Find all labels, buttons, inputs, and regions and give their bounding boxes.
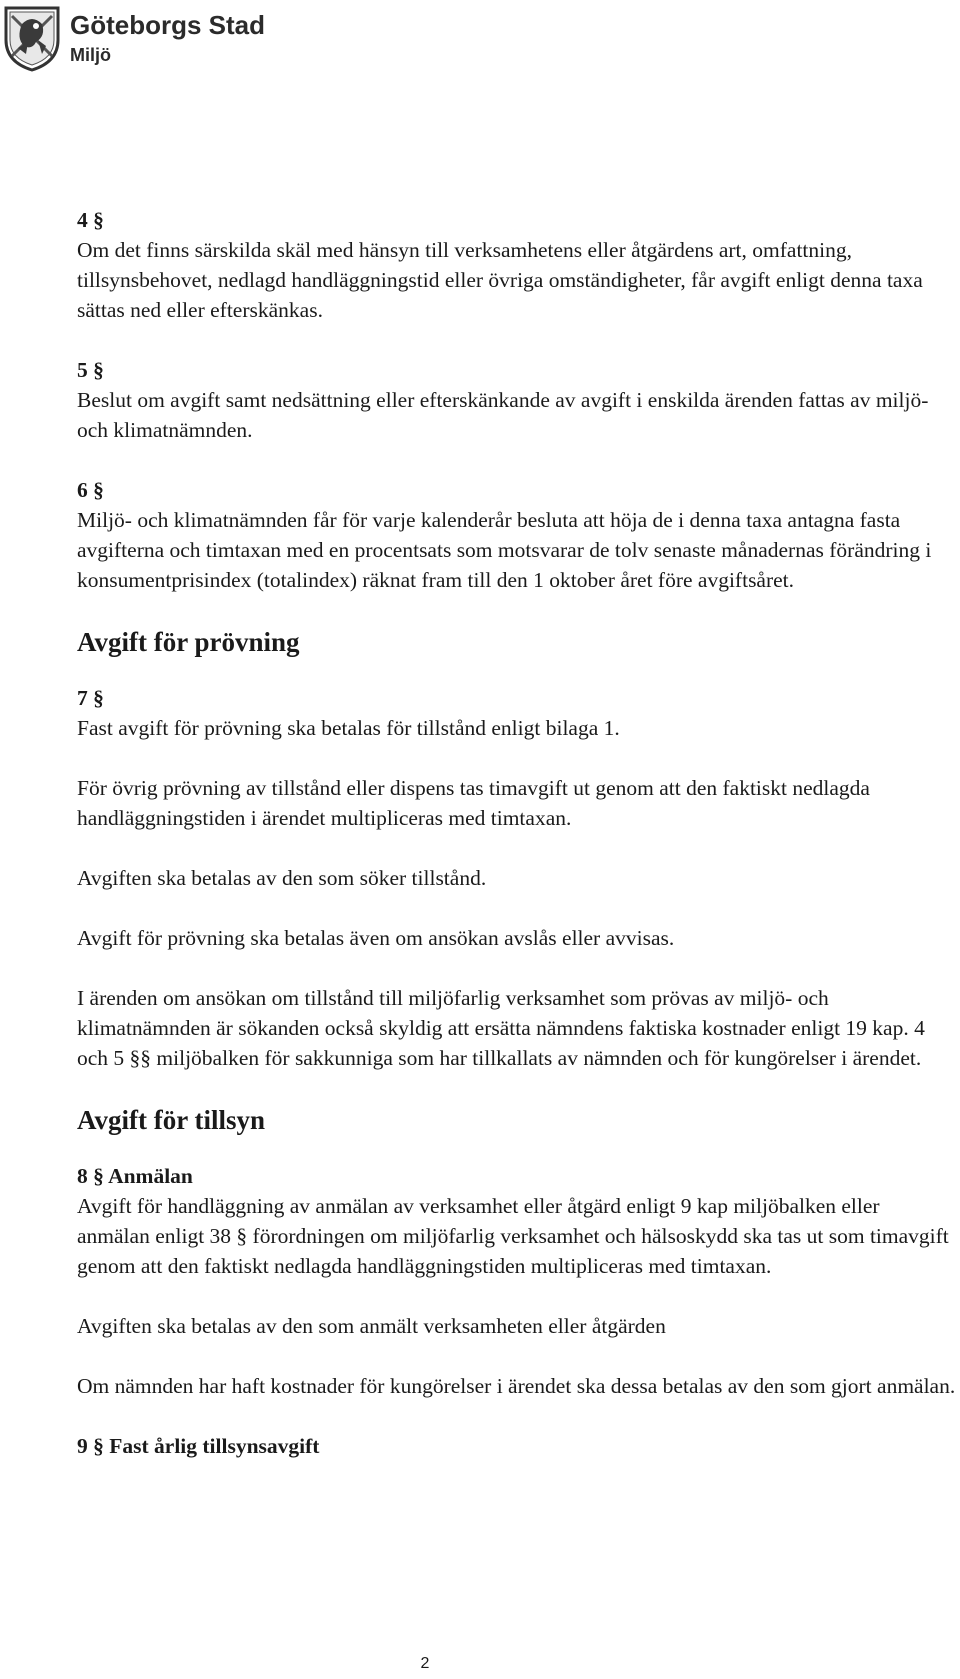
page-header bbox=[0, 0, 300, 80]
section-paragraph: Om nämnden har haft kostnader för kungörelser i ärendet ska dessa betalas av den som gjort anmälan. bbox=[77, 1374, 956, 1398]
section-paragraph: Avgift för prövning ska betalas även om ansökan avslås eller avvisas. bbox=[77, 926, 675, 950]
document-body bbox=[77, 205, 957, 1461]
section-8 bbox=[77, 1161, 957, 1401]
heading-avgift-for-tillsyn: Avgift för tillsyn bbox=[77, 1105, 265, 1135]
section-paragraph: Avgift för handläggning av anmälan av verksamhet eller åtgärd enligt 9 kap miljöbalken eller anmälan enligt 38 § förordningen om miljöfarlig verksamhet och hälsoskydd ska tas ut som timavgift genom att den faktiskt nedlagda handläggningstiden multipliceras med timtaxan. bbox=[77, 1194, 949, 1278]
section-6 bbox=[77, 475, 957, 595]
section-heading: 8 § Anmälan bbox=[77, 1164, 193, 1188]
heading-avgift-for-provning: Avgift för prövning bbox=[77, 627, 300, 657]
section-heading: 5 § bbox=[77, 358, 104, 382]
coat-of-arms-logo bbox=[2, 2, 62, 72]
section-paragraph: I ärenden om ansökan om tillstånd till miljöfarlig verksamhet som prövas av miljö- och klimatnämnden är sökanden också skyldig att ersätta nämndens faktiska kostnader enligt 19 kap. 4 och 5 §§ miljöbalken för sakkunniga som har tillkallats av nämnden och för kungörelser i ärendet. bbox=[77, 986, 925, 1070]
section-heading: 4 § bbox=[77, 208, 104, 232]
section-heading: 9 § Fast årlig tillsynsavgift bbox=[77, 1434, 320, 1458]
section-heading: 6 § bbox=[77, 478, 104, 502]
section-paragraph: Fast avgift för prövning ska betalas för tillstånd enligt bilaga 1. bbox=[77, 716, 620, 740]
section-heading: 7 § bbox=[77, 686, 104, 710]
section-paragraph: Om det finns särskilda skäl med hänsyn till verksamhetens eller åtgärdens art, omfattning, tillsynsbehovet, nedlagd handläggningstid eller övriga omständigheter, får avgift enligt denna taxa sättas ned eller efterskänkas. bbox=[77, 238, 923, 322]
section-4 bbox=[77, 205, 957, 325]
organization-name: Göteborgs Stad bbox=[70, 10, 266, 40]
section-5 bbox=[77, 355, 957, 445]
section-paragraph: För övrig prövning av tillstånd eller dispens tas timavgift ut genom att den faktiskt nedlagda handläggningstiden i ärendet multipliceras med timtaxan. bbox=[77, 776, 870, 830]
section-paragraph: Avgiften ska betalas av den som anmält verksamheten eller åtgärden bbox=[77, 1314, 666, 1338]
section-9 bbox=[77, 1431, 957, 1461]
section-paragraph: Beslut om avgift samt nedsättning eller efterskänkande av avgift i enskilda ärenden fattas av miljö- och klimatnämnden. bbox=[77, 388, 929, 442]
section-paragraph: Miljö- och klimatnämnden får för varje kalenderår besluta att höja de i denna taxa antagna fasta avgifterna och timtaxan med en procentsats som motsvarar de tolv senaste månadernas förändring i konsumentprisindex (totalindex) räknat fram till den 1 oktober året före avgiftsåret. bbox=[77, 508, 932, 592]
page-number: 2 bbox=[420, 1655, 430, 1672]
section-paragraph: Avgiften ska betalas av den som söker tillstånd. bbox=[77, 866, 487, 890]
department-name: Miljö bbox=[70, 45, 111, 65]
section-7 bbox=[77, 683, 957, 1073]
